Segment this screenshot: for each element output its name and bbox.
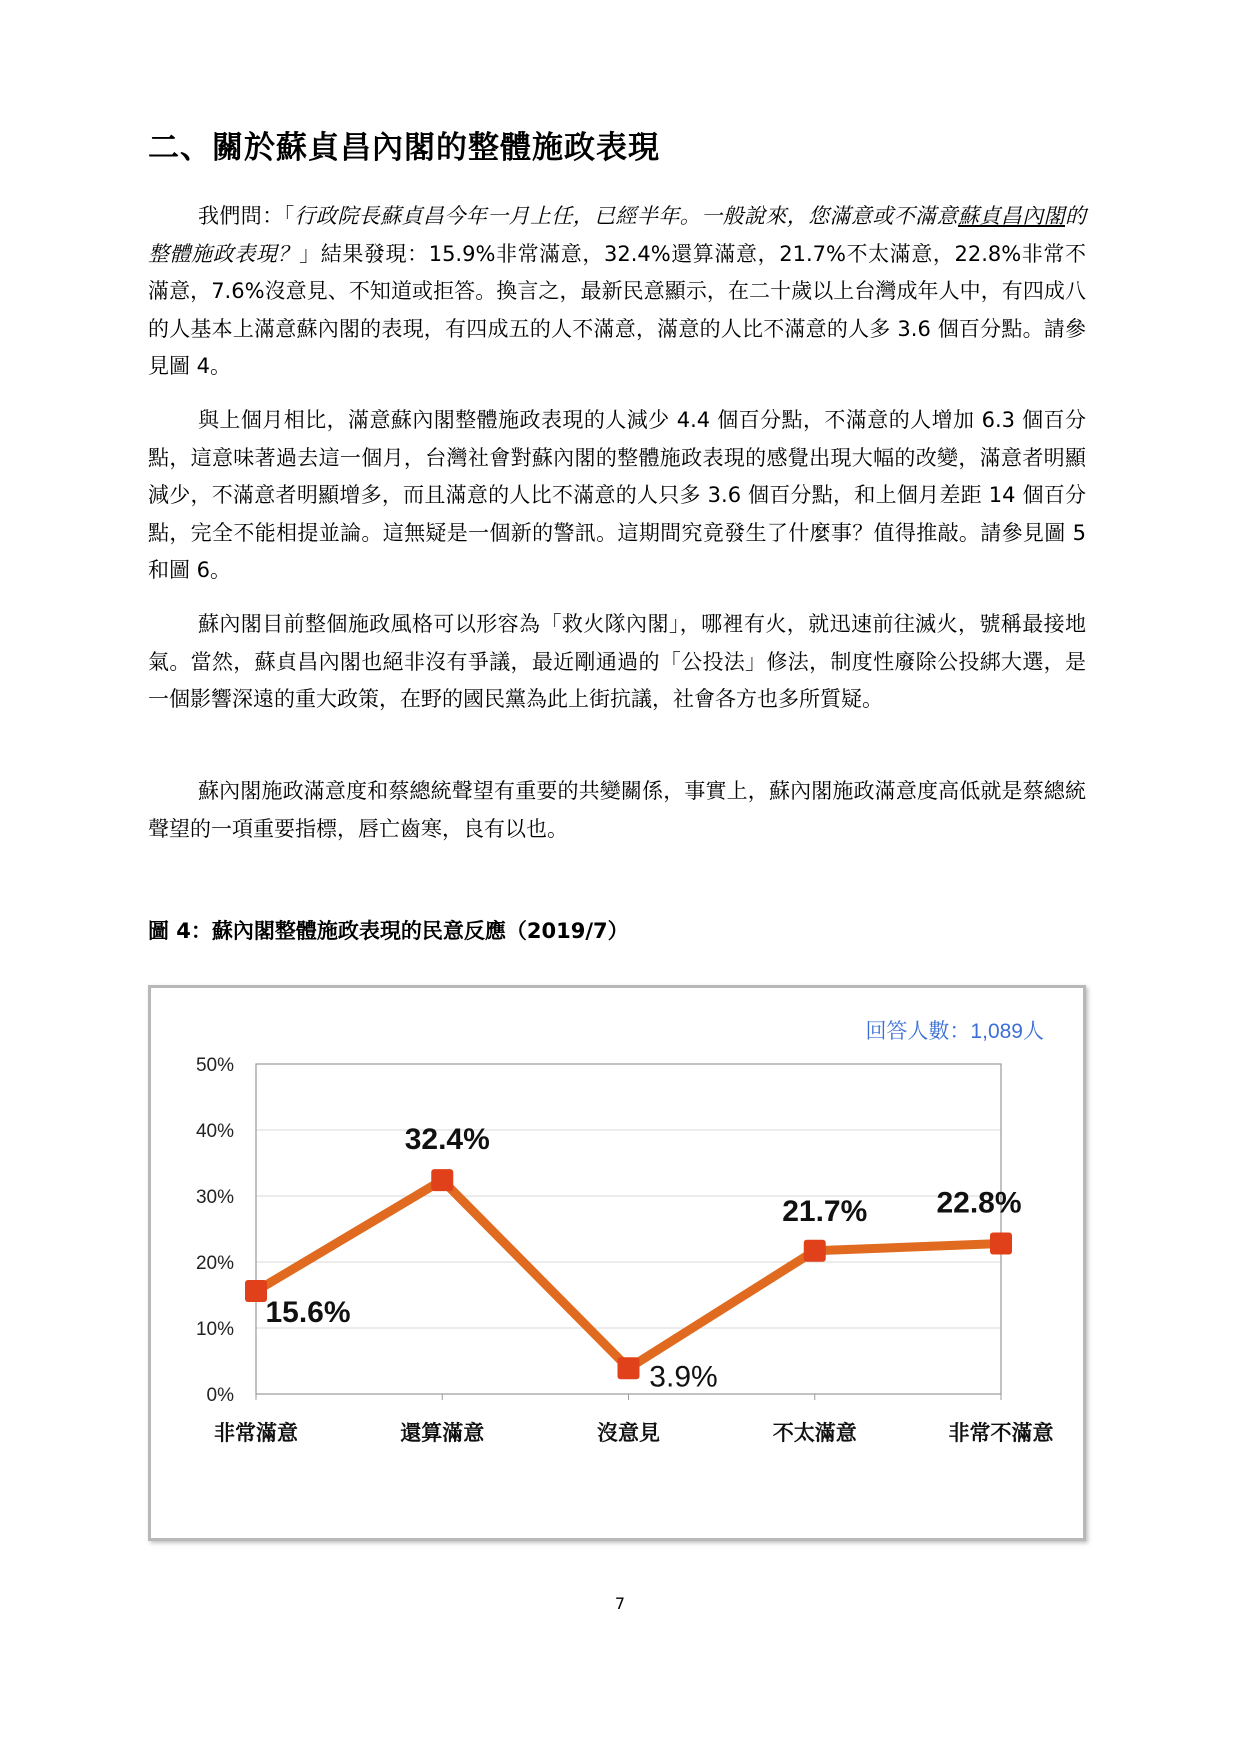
data-point-marker: [245, 1280, 267, 1302]
paragraph-1-prefix: 我們問：「: [198, 204, 295, 228]
x-category-label: 不太滿意: [772, 1422, 857, 1445]
y-tick-label: 20%: [195, 1253, 234, 1274]
data-label: 15.6%: [265, 1296, 351, 1330]
chart-canvas: [151, 988, 1083, 1538]
data-label: 3.9%: [649, 1360, 718, 1394]
data-point-marker: [804, 1240, 826, 1262]
survey-question-tail: 的整體施政表現？: [148, 204, 1087, 266]
paragraph-1-results: 」結果發現：15.9%非常滿意，32.4%還算滿意，21.7%不太滿意，22.8%非常不滿意，7.6%沒意見、不知道或拒答。換言之，最新民意顯示，在二十歲以上台灣成年人中，有四成八的人基本上滿意蘇內閣的表現，有四成五的人不滿意，滿意的人比不滿意的人多 3.6 個百分點。請參見圖 4。: [148, 241, 1086, 378]
series-line: [256, 1180, 1001, 1368]
section-heading: 二、關於蘇貞昌內閣的整體施政表現: [148, 130, 660, 166]
page-number: 7: [614, 1594, 626, 1613]
satisfaction-line-chart: [148, 985, 1086, 1541]
data-label: 22.8%: [936, 1186, 1022, 1220]
x-category-label: 非常不滿意: [948, 1422, 1054, 1445]
data-point-marker: [618, 1357, 640, 1379]
paragraph-2: 與上個月相比，滿意蘇內閣整體施政表現的人減少 4.4 個百分點，不滿意的人增加 6.3 個百分點，這意味著過去這一個月，台灣社會對蘇內閣的整體施政表現的感覺出現大幅的改變，滿意者明顯減少，不滿意者明顯增多，而且滿意的人比不滿意的人只多 3.6 個百分點，和上個月差距 14 個百分點，完全不能相提並論。這無疑是一個新的警訊。這期間究竟發生了什麼事？值得推敲。請參見圖 5 和圖 6。: [148, 408, 1086, 582]
survey-question-underlined: 蘇貞昌內閣: [958, 204, 1066, 228]
paragraph-1: [148, 198, 1086, 386]
x-category-label: 非常滿意: [214, 1422, 298, 1445]
figure-caption: 圖 4：蘇內閣整體施政表現的民意反應（2019/7）: [148, 919, 629, 943]
respondent-count-note: 回答人數：1,089人: [865, 1020, 1044, 1043]
data-label: 21.7%: [782, 1194, 868, 1228]
y-tick-label: 30%: [195, 1187, 234, 1208]
x-category-label: 還算滿意: [400, 1422, 485, 1445]
paragraph-4: 蘇內閣施政滿意度和蔡總統聲望有重要的共變關係，事實上，蘇內閣施政滿意度高低就是蔡總統聲望的一項重要指標，唇亡齒寒，良有以也。: [148, 779, 1086, 841]
survey-question-text: 行政院長蘇貞昌今年一月上任，已經半年。一般說來，您滿意或不滿意: [294, 204, 958, 228]
y-tick-label: 50%: [195, 1055, 234, 1076]
paragraph-3: 蘇內閣目前整個施政風格可以形容為「救火隊內閣」，哪裡有火，就迅速前往滅火，號稱最接地氣。當然，蘇貞昌內閣也絕非沒有爭議，最近剛通過的「公投法」修法，制度性廢除公投綁大選，是一個影響深遠的重大政策，在野的國民黨為此上街抗議，社會各方也多所質疑。: [148, 612, 1086, 711]
x-category-label: 沒意見: [597, 1422, 660, 1445]
y-tick-label: 40%: [195, 1121, 234, 1142]
data-point-marker: [431, 1169, 453, 1191]
y-tick-label: 10%: [195, 1319, 234, 1340]
data-point-marker: [990, 1233, 1012, 1255]
y-tick-label: 0%: [206, 1385, 234, 1406]
data-label: 32.4%: [404, 1123, 490, 1157]
